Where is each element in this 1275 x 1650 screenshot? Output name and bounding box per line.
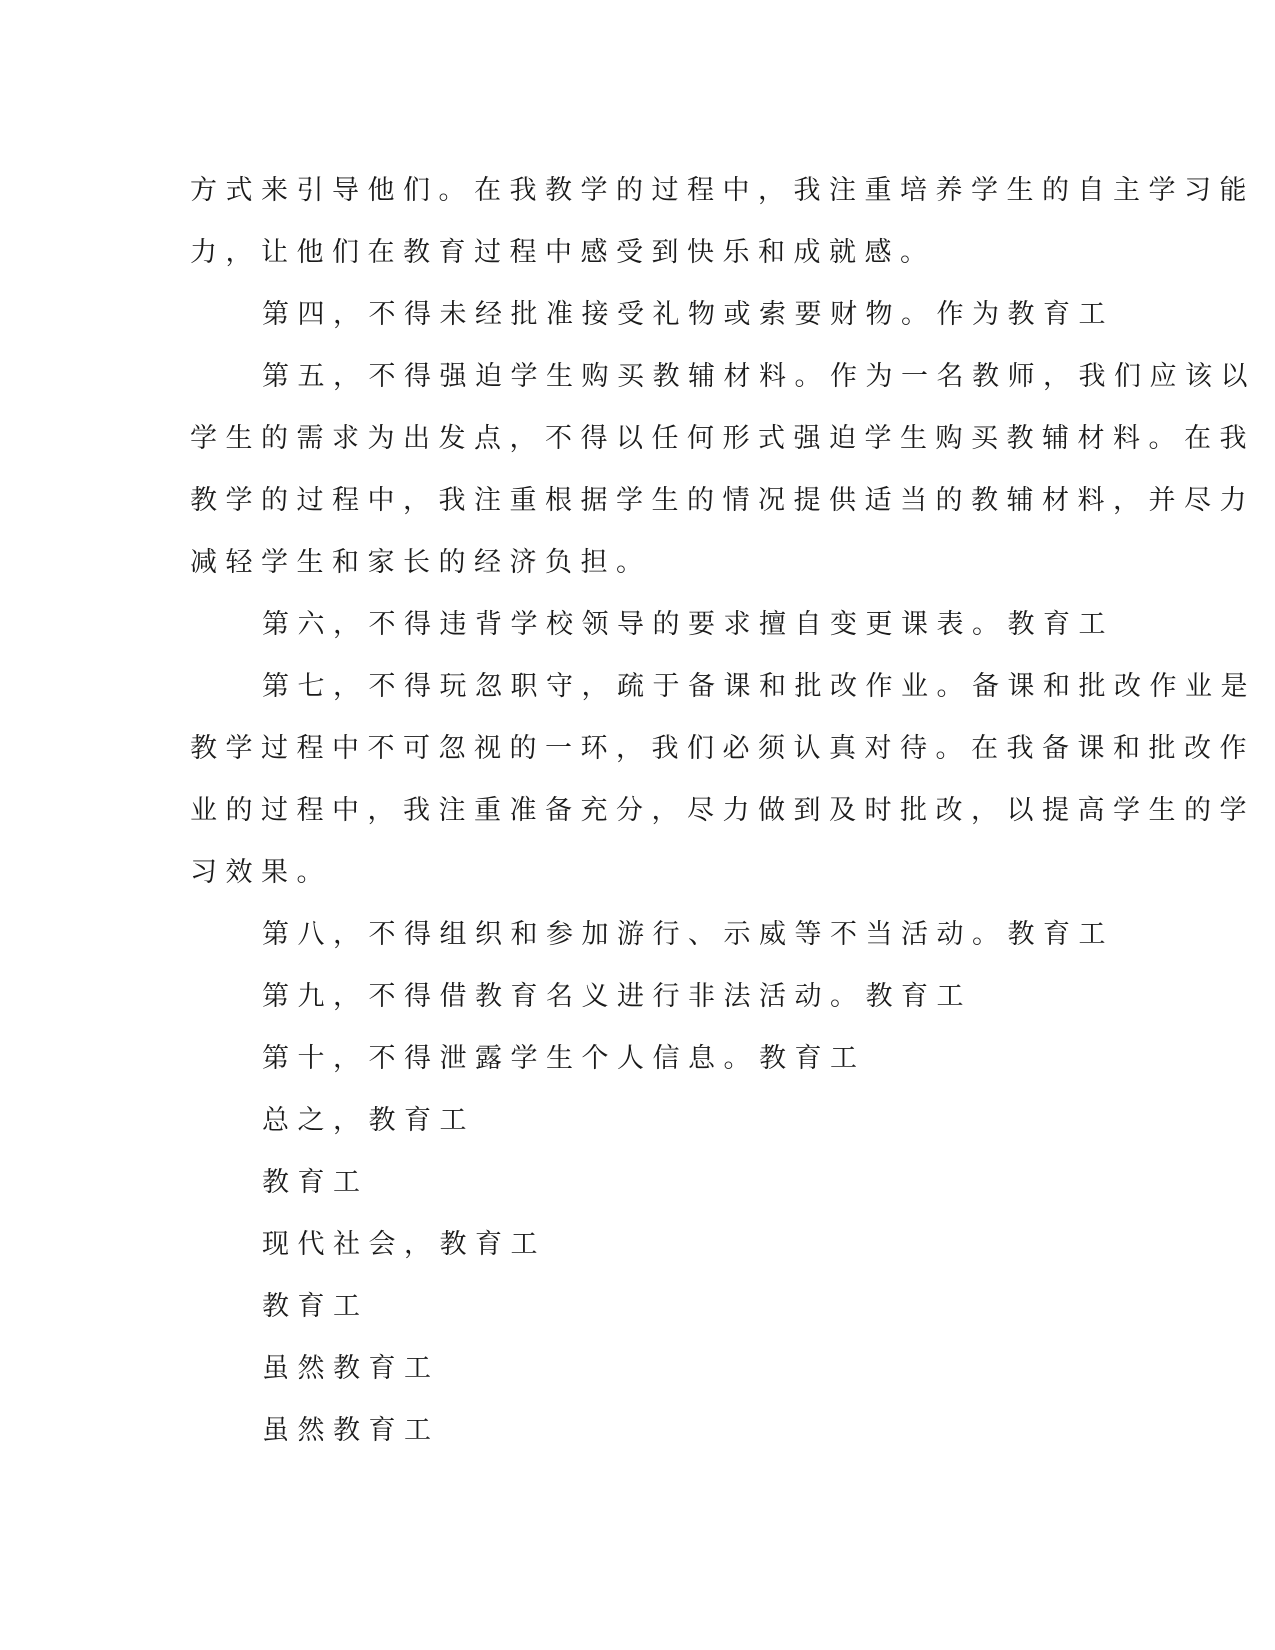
paragraph-start-line: 教育工 — [262, 1291, 369, 1322]
paragraph-start-line: 总之，教育工 — [262, 1105, 475, 1136]
paragraph-start-line: 第四，不得未经批准接受礼物或索要财物。作为教育工 — [262, 299, 1114, 330]
text-line: 方式来引导他们。在我教学的过程中，我注重培养学生的自主学习能 — [190, 175, 1255, 206]
paragraph-start-line: 教育工 — [262, 1167, 369, 1198]
paragraph-start-line: 第八，不得组织和参加游行、示威等不当活动。教育工 — [262, 919, 1114, 950]
text-line: 业的过程中，我注重准备充分，尽力做到及时批改，以提高学生的学 — [190, 795, 1255, 826]
paragraph-start-line: 虽然教育工 — [262, 1353, 440, 1384]
text-line: 学生的需求为出发点，不得以任何形式强迫学生购买教辅材料。在我 — [190, 423, 1255, 454]
document-body — [190, 160, 1256, 1462]
paragraph-start-line: 虽然教育工 — [262, 1415, 440, 1446]
text-line: 减轻学生和家长的经济负担。 — [190, 547, 652, 578]
paragraph-start-line: 第五，不得强迫学生购买教辅材料。作为一名教师，我们应该以 — [262, 361, 1256, 392]
text-line: 力，让他们在教育过程中感受到快乐和成就感。 — [190, 237, 936, 268]
paragraph-start-line: 第十，不得泄露学生个人信息。教育工 — [262, 1043, 866, 1074]
text-line: 教学的过程中，我注重根据学生的情况提供适当的教辅材料，并尽力 — [190, 485, 1255, 516]
paragraph-start-line: 第九，不得借教育名义进行非法活动。教育工 — [262, 981, 972, 1012]
paragraph-start-line: 第七，不得玩忽职守，疏于备课和批改作业。备课和批改作业是 — [262, 671, 1256, 702]
paragraph-start-line: 第六，不得违背学校领导的要求擅自变更课表。教育工 — [262, 609, 1114, 640]
text-line: 教学过程中不可忽视的一环，我们必须认真对待。在我备课和批改作 — [190, 733, 1255, 764]
text-line: 习效果。 — [190, 857, 332, 888]
paragraph-start-line: 现代社会，教育工 — [262, 1229, 546, 1260]
